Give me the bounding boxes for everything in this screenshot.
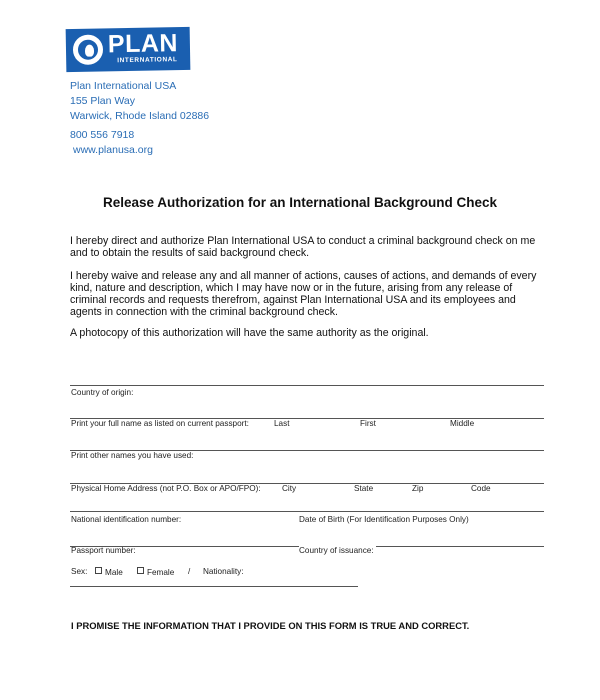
code-label: Code (471, 484, 491, 493)
sex-label: Sex: (71, 567, 88, 576)
nationality-line[interactable] (70, 586, 358, 587)
male-option[interactable] (95, 567, 123, 577)
issuance-label: Country of issuance: (299, 546, 374, 555)
country-origin-label: Country of origin: (71, 388, 134, 397)
passport-label: Passport number: (71, 546, 136, 555)
street: 155 Plan Way (70, 95, 135, 107)
waiver-paragraph: I hereby waive and release any and all manner of actions, causes of actions, and demands of every kind, nature and description, which I may have now or in the future, arising from any release of criminal records and requests therefrom, against Plan International USA and its employees and agents in connection with the criminal background check. (70, 270, 537, 318)
child-emblem-icon (73, 34, 104, 65)
form-title: Release Authorization for an International Background Check (102, 195, 498, 210)
country-origin-line[interactable] (70, 385, 544, 386)
full-name-label: Print your full name as listed on current passport: (71, 419, 249, 428)
other-names-label: Print other names you have used: (71, 451, 194, 460)
city-state-zip: Warwick, Rhode Island 02886 (70, 110, 210, 122)
state-label: State (354, 484, 374, 493)
male-checkbox[interactable] (95, 567, 102, 574)
female-option[interactable] (137, 567, 174, 577)
male-label: Male (105, 568, 123, 577)
national-id-line[interactable] (70, 511, 544, 512)
first-name-label: First (360, 419, 376, 428)
logo-subtitle: INTERNATIONAL (117, 56, 178, 65)
last-name-label: Last (274, 419, 290, 428)
zip-label: Zip (412, 484, 424, 493)
promise-statement: I PROMISE THE INFORMATION THAT I PROVIDE ON THIS FORM IS TRUE AND CORRECT. (71, 620, 470, 631)
middle-name-label: Middle (450, 419, 475, 428)
address-label: Physical Home Address (not P.O. Box or APO/FPO): (71, 484, 261, 493)
photocopy-paragraph: A photocopy of this authorization will have the same authority as the original. (70, 327, 429, 339)
female-label: Female (147, 568, 175, 577)
website-link[interactable]: www.planusa.org (73, 144, 153, 156)
nationality-label: Nationality: (203, 567, 244, 576)
address-block (70, 79, 209, 124)
logo-wordmark: PLAN (107, 29, 179, 59)
plan-international-logo (66, 27, 191, 72)
authorization-paragraph: I hereby direct and authorize Plan International USA to conduct a criminal background check on me and to obtain the results of said background check. (70, 235, 536, 259)
org-name: Plan International USA (70, 80, 177, 92)
dob-label: Date of Birth (For Identification Purposes Only) (299, 515, 469, 524)
contact-block (70, 128, 153, 158)
slash-separator: / (188, 567, 191, 576)
female-checkbox[interactable] (137, 567, 144, 574)
phone: 800 556 7918 (70, 129, 135, 141)
city-label: City (282, 484, 297, 493)
national-id-label: National identification number: (71, 515, 182, 524)
